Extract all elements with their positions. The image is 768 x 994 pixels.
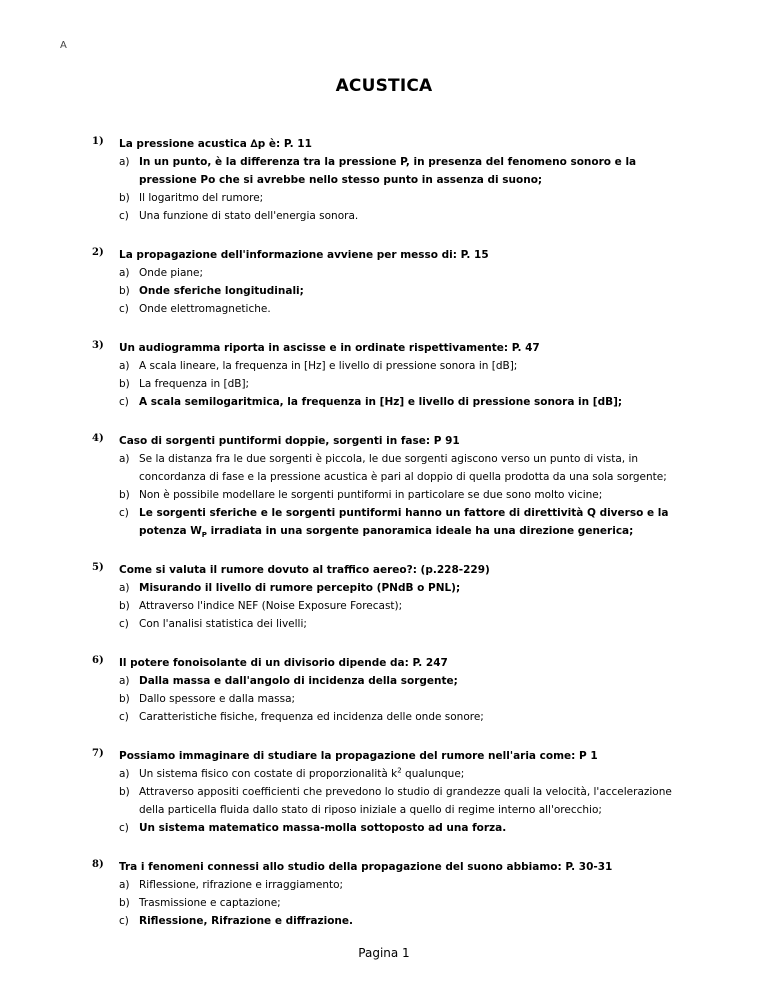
answer-letter: b) xyxy=(119,489,130,501)
answer-list xyxy=(0,357,768,411)
answer-option-b xyxy=(119,690,684,708)
question-7 xyxy=(0,747,768,837)
answer-text: Il logaritmo del rumore; xyxy=(139,192,264,204)
answer-letter: b) xyxy=(119,786,130,798)
answer-option-c xyxy=(119,300,684,318)
question-number: 2) xyxy=(92,247,104,258)
answer-letter: a) xyxy=(119,156,130,168)
answer-list xyxy=(0,672,768,726)
answer-option-a xyxy=(119,264,684,282)
answer-text: Attraverso l'indice NEF (Noise Exposure Forecast); xyxy=(139,600,403,612)
answer-text: Onde elettromagnetiche. xyxy=(139,303,271,315)
question-text: Il potere fonoisolante di un divisorio dipende da: P. 247 xyxy=(119,657,448,669)
question-text: Un audiogramma riporta in ascisse e in ordinate rispettivamente: P. 47 xyxy=(119,342,540,354)
answer-text: La frequenza in [dB]; xyxy=(139,378,250,390)
answer-letter: a) xyxy=(119,879,130,891)
question-1 xyxy=(0,135,768,225)
answer-option-b xyxy=(119,486,684,504)
question-text: La propagazione dell'informazione avviene per messo di: P. 15 xyxy=(119,249,489,261)
question-text: La pressione acustica ∆p è: P. 11 xyxy=(119,138,312,150)
answer-text-subscript: P xyxy=(201,531,207,540)
answer-list xyxy=(0,765,768,837)
question-number: 6) xyxy=(92,655,104,666)
answer-text-start: Le sorgenti sferiche e le sorgenti puntiformi hanno un fattore di direttività Q diverso e la potenza W xyxy=(139,507,669,537)
answer-text: Onde piane; xyxy=(139,267,204,279)
answer-list xyxy=(0,153,768,225)
answer-letter: a) xyxy=(119,675,130,687)
answer-letter: b) xyxy=(119,693,130,705)
answer-list xyxy=(0,579,768,633)
answer-option-b xyxy=(119,189,684,207)
answer-option-c xyxy=(119,207,684,225)
answer-text: Attraverso appositi coefficienti che prevedono lo studio di grandezze quali la velocità, l'accelerazione della particella fluida dallo stato di riposo iniziale a quello di regime interno all'orecchio; xyxy=(139,786,672,816)
answer-text-end: irradiata in una sorgente panoramica ideale ha una direzione generica; xyxy=(206,525,634,537)
answer-text: Dalla massa e dall'angolo di incidenza della sorgente; xyxy=(139,675,458,687)
answer-text: Caratteristiche fisiche, frequenza ed incidenza delle onde sonore; xyxy=(139,711,484,723)
answer-list xyxy=(0,450,768,540)
answer-option-c xyxy=(119,708,684,726)
answer-option-a-correct xyxy=(119,672,684,690)
answer-list xyxy=(0,264,768,318)
answer-option-b-correct xyxy=(119,282,684,300)
answer-option-a-correct xyxy=(119,153,684,189)
answer-text: Non è possibile modellare le sorgenti puntiformi in particolare se due sono molto vicine; xyxy=(139,489,603,501)
question-5 xyxy=(0,561,768,633)
question-number: 7) xyxy=(92,748,104,759)
question-text: Possiamo immaginare di studiare la propagazione del rumore nell'aria come: P 1 xyxy=(119,750,598,762)
question-number: 4) xyxy=(92,433,104,444)
answer-text: Se la distanza fra le due sorgenti è piccola, le due sorgenti agiscono verso un punto di vista, in concordanza di fase e la pressione acustica è pari al doppio di quella prodotta da una sola sorgente; xyxy=(139,453,667,483)
corner-mark: A xyxy=(60,40,67,51)
answer-letter: c) xyxy=(119,507,129,519)
answer-text: Una funzione di stato dell'energia sonora. xyxy=(139,210,359,222)
answer-option-a xyxy=(119,450,684,486)
answer-letter: c) xyxy=(119,303,129,315)
answer-option-c-correct xyxy=(119,504,684,540)
question-3 xyxy=(0,339,768,411)
answer-letter: c) xyxy=(119,822,129,834)
answer-letter: c) xyxy=(119,210,129,222)
answer-text-end: qualunque; xyxy=(401,768,465,780)
answer-option-b xyxy=(119,597,684,615)
answer-option-c-correct xyxy=(119,393,684,411)
answer-letter: b) xyxy=(119,378,130,390)
answer-option-a-correct xyxy=(119,579,684,597)
question-6 xyxy=(0,654,768,726)
answer-text: Trasmissione e captazione; xyxy=(139,897,281,909)
answer-text: A scala semilogaritmica, la frequenza in [Hz] e livello di pressione sonora in [dB]; xyxy=(139,396,623,408)
answer-option-c xyxy=(119,615,684,633)
answer-letter: c) xyxy=(119,618,129,630)
question-number: 8) xyxy=(92,859,104,870)
answer-letter: a) xyxy=(119,267,130,279)
answer-text: Riflessione, rifrazione e irraggiamento; xyxy=(139,879,344,891)
answer-letter: b) xyxy=(119,600,130,612)
answer-letter: a) xyxy=(119,360,130,372)
question-4 xyxy=(0,432,768,540)
answer-option-b xyxy=(119,894,684,912)
question-text: Tra i fenomeni connessi allo studio della propagazione del suono abbiamo: P. 30-31 xyxy=(119,861,613,873)
answer-text: Misurando il livello di rumore percepito (PNdB o PNL); xyxy=(139,582,461,594)
answer-text-superscript: 2 xyxy=(397,766,402,775)
answer-letter: b) xyxy=(119,192,130,204)
document-title: ACUSTICA xyxy=(335,76,433,96)
answer-letter: b) xyxy=(119,285,130,297)
answer-option-b xyxy=(119,375,684,393)
question-list xyxy=(0,135,768,951)
answer-text: A scala lineare, la frequenza in [Hz] e livello di pressione sonora in [dB]; xyxy=(139,360,518,372)
question-number: 5) xyxy=(92,562,104,573)
answer-text: Riflessione, Rifrazione e diffrazione. xyxy=(139,915,354,927)
question-number: 3) xyxy=(92,340,104,351)
answer-text: Onde sferiche longitudinali; xyxy=(139,285,304,297)
answer-letter: c) xyxy=(119,915,129,927)
answer-text: In un punto, è la differenza tra la pressione P, in presenza del fenomeno sonoro e la pressione Po che si avrebbe nello stesso punto in assenza di suono; xyxy=(139,156,637,186)
question-number: 1) xyxy=(92,136,104,147)
answer-option-c-correct xyxy=(119,819,684,837)
question-text: Caso di sorgenti puntiformi doppie, sorgenti in fase: P 91 xyxy=(119,435,460,447)
answer-option-a xyxy=(119,876,684,894)
answer-letter: b) xyxy=(119,897,130,909)
answer-letter: c) xyxy=(119,711,129,723)
answer-letter: c) xyxy=(119,396,129,408)
answer-letter: a) xyxy=(119,768,130,780)
question-8 xyxy=(0,858,768,930)
answer-letter: a) xyxy=(119,582,130,594)
answer-text-start: Un sistema fisico con costate di proporzionalità k xyxy=(139,768,398,780)
answer-text: Un sistema matematico massa-molla sottoposto ad una forza. xyxy=(139,822,507,834)
page-number: Pagina 1 xyxy=(358,946,410,960)
answer-option-a xyxy=(119,765,684,783)
answer-text: Dallo spessore e dalla massa; xyxy=(139,693,296,705)
question-2 xyxy=(0,246,768,318)
answer-option-b xyxy=(119,783,684,819)
answer-text: Con l'analisi statistica dei livelli; xyxy=(139,618,307,630)
answer-letter: a) xyxy=(119,453,130,465)
question-text: Come si valuta il rumore dovuto al traffico aereo?: (p.228-229) xyxy=(119,564,490,576)
answer-option-c-correct xyxy=(119,912,684,930)
answer-option-a xyxy=(119,357,684,375)
answer-list xyxy=(0,876,768,930)
